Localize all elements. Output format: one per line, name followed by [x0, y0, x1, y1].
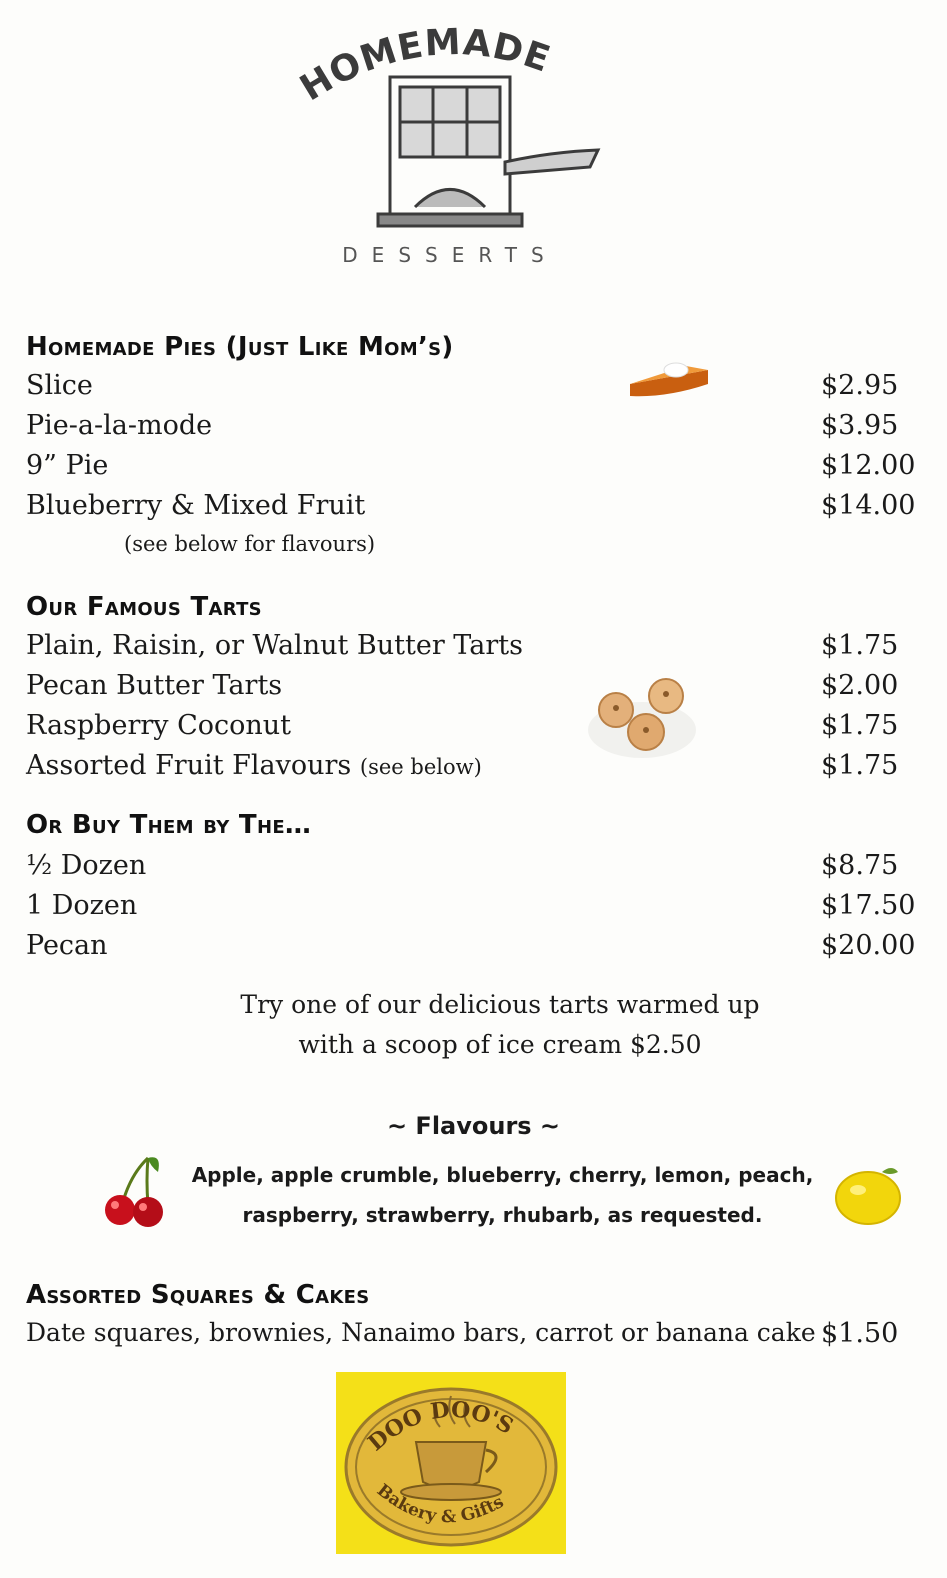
item-price: $20.00 [821, 930, 916, 961]
item-price: $12.00 [821, 450, 916, 481]
badge-bottom-text: Bakery & Gifts [372, 1480, 508, 1528]
item-price: $1.50 [821, 1318, 899, 1349]
window-icon [378, 77, 598, 226]
tarts-section-title: Our Famous Tarts [26, 592, 262, 622]
pie-slice-icon [626, 356, 712, 404]
item-price: $17.50 [821, 890, 916, 921]
tarts-icon [586, 664, 698, 760]
item-name: Plain, Raisin, or Walnut Butter Tarts [26, 630, 523, 661]
pies-section-title: Homemade Pies (Just Like Mom’s) [26, 332, 454, 362]
item-price: $2.95 [821, 370, 899, 401]
item-name: Pecan Butter Tarts [26, 670, 283, 701]
item-name: Pecan [26, 930, 108, 961]
promo-line-1: Try one of our delicious tarts warmed up [240, 990, 760, 1019]
item-price: $3.95 [821, 410, 899, 441]
flavours-list [170, 1155, 835, 1235]
menu-row [26, 930, 919, 970]
menu-row [26, 370, 919, 410]
item-name: Slice [26, 370, 93, 401]
menu-row [26, 1318, 919, 1358]
item-price: $14.00 [821, 490, 916, 521]
item-price: $1.75 [821, 710, 899, 741]
item-name: Blueberry & Mixed Fruit [26, 490, 366, 521]
item-name: 9” Pie [26, 450, 109, 481]
pies-note: (see below for flavours) [124, 532, 376, 556]
item-note: (see below) [359, 755, 482, 779]
promo-text [200, 985, 800, 1065]
item-price: $8.75 [821, 850, 899, 881]
menu-row [26, 850, 919, 890]
flavours-title: ~ Flavours ~ [386, 1112, 561, 1140]
coffee-cup-logo-icon [336, 1372, 566, 1554]
menu-row [26, 710, 919, 750]
squares-section-title: Assorted Squares & Cakes [26, 1280, 370, 1310]
badge-top-text: DOO DOO'S [363, 1396, 518, 1457]
flavours-line-1: Apple, apple crumble, blueberry, cherry, lemon, peach, [191, 1163, 814, 1187]
menu-row [26, 490, 919, 530]
dozen-section-title: Or Buy Them by The… [26, 810, 312, 840]
flavours-line-2: raspberry, strawberry, rhubarb, as requested. [242, 1203, 763, 1227]
menu-row [26, 630, 919, 670]
menu-row [26, 450, 919, 490]
menu-row [26, 890, 919, 930]
cherry-icon [100, 1150, 170, 1230]
menu-row [26, 670, 919, 710]
homemade-desserts-logo [290, 22, 610, 272]
doodoos-bakery-logo [336, 1372, 566, 1554]
item-price: $1.75 [821, 630, 899, 661]
logo-bottom-text: DESSERTS [342, 243, 558, 267]
item-name: 1 Dozen [26, 890, 138, 921]
promo-line-2: with a scoop of ice cream $2.50 [298, 1030, 702, 1059]
item-price: $2.00 [821, 670, 899, 701]
item-name: ½ Dozen [26, 850, 147, 881]
item-name: Raspberry Coconut [26, 710, 292, 741]
item-name: Date squares, brownies, Nanaimo bars, carrot or banana cake [26, 1318, 816, 1347]
menu-row [26, 750, 919, 790]
logo-top-text: HOMEMADE [293, 22, 556, 110]
item-name: Pie-a-la-mode [26, 410, 213, 441]
lemon-icon [832, 1162, 904, 1228]
item-name: Assorted Fruit Flavours (see below) [26, 750, 482, 781]
item-price: $1.75 [821, 750, 899, 781]
menu-row [26, 410, 919, 450]
